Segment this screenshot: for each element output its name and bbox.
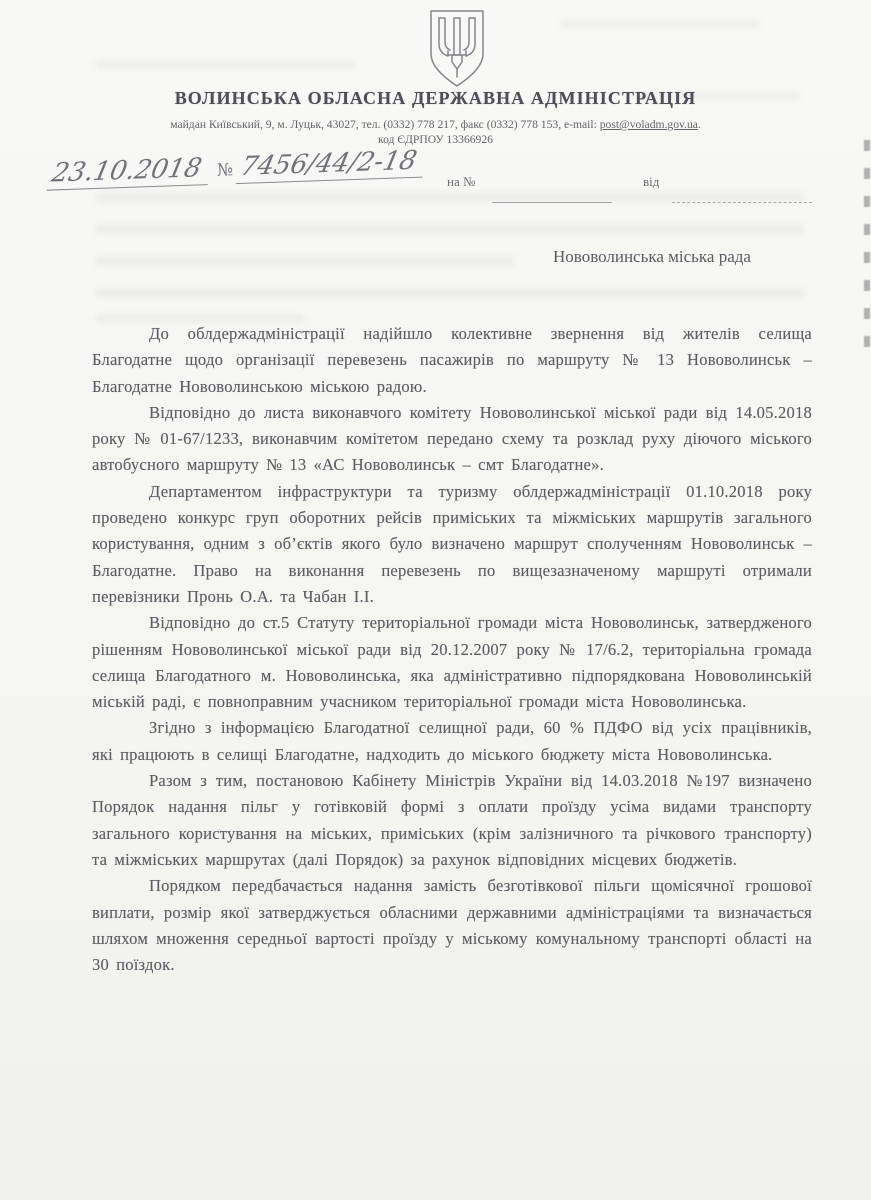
- letterhead-address: [0, 117, 871, 147]
- bleedthrough-artifact: [560, 20, 760, 28]
- scan-edge-artifact: [864, 252, 870, 263]
- reply-to-label: на №: [447, 174, 476, 189]
- number-sign: №: [216, 160, 234, 181]
- from-date-label: від: [643, 174, 660, 189]
- reference-row: [0, 145, 871, 214]
- reply-to-blank-line: [492, 202, 612, 203]
- organization-name: ВОЛИНСЬКА ОБЛАСНА ДЕРЖАВНА АДМІНІСТРАЦІЯ: [174, 88, 697, 108]
- bleedthrough-artifact: [95, 256, 515, 266]
- recipient-name: Нововолинська міська рада: [553, 247, 751, 266]
- bleedthrough-artifact: [95, 60, 355, 69]
- paragraph: До облдержадміністрації надійшло колективне звернення від жителів селища Благодатне щодо організації перевезень пасажирів по маршруту № 13 Нововолинськ – Благодатне Нововолинською міською радою.: [92, 324, 812, 396]
- paragraph: Разом з тим, постановою Кабінету Міністрів України від 14.03.2018 №197 визначено Порядок надання пільг у готівковій формі з оплати проїзду усіма видами транспорту загального користування на міських, приміських (крім залізничного та річкового транспорту) та міжміських маршрутах (далі Порядок) за рахунок відповідних місцевих бюджетів.: [92, 771, 812, 869]
- scan-edge-artifact: [864, 224, 870, 235]
- address-period: .: [697, 118, 701, 131]
- bleedthrough-artifact: [95, 288, 805, 298]
- handwritten-number: 7456/44/2-18: [236, 145, 430, 184]
- handwritten-outgoing-ref: [50, 145, 427, 190]
- from-date-blank-line: [672, 202, 812, 203]
- ukraine-trident-emblem-icon: [421, 7, 493, 91]
- paragraph: Згідно з інформацією Благодатної селищної ради, 60 % ПДФО від усіх працівників, які працюють в селищі Благодатне, надходить до міського бюджету міста Нововолинська.: [92, 718, 812, 764]
- handwritten-date: 23.10.2018: [47, 153, 215, 191]
- bleedthrough-artifact: [95, 224, 805, 234]
- paragraph: Департаментом інфраструктури та туризму облдержадміністрації 01.10.2018 року проведено конкурс груп оборотних рейсів приміських та міжміських маршрутів загального користування, одним з об’єктів якого було визначено маршрут сполученням Нововолинськ – Благодатне. Право на виконання перевезень по вищезазначеному маршруті отримали перевізники Пронь О.А. та Чабан І.І.: [92, 481, 812, 606]
- edrpou-code: код ЄДРПОУ 13366926: [378, 133, 493, 146]
- scan-edge-artifact: [864, 280, 870, 291]
- scan-edge-artifact: [864, 308, 870, 319]
- address-text: майдан Київський, 9, м. Луцьк, 43027, тел. (0332) 778 217, факс (0332) 778 153, e-mail:: [170, 118, 600, 131]
- paragraph: Відповідно до ст.5 Статуту територіальної громади міста Нововолинськ, затвердженого рішенням Нововолинської міської ради від 20.12.2007 року № 17/6.2, територіальна громада селища Благодатного м. Нововолинська, яка адміністративно підпорядкована Нововолинській міській раді, є повноправним учасником територіальної громади міста Нововолинська.: [92, 613, 812, 712]
- email-link[interactable]: post@voladm.gov.ua: [599, 118, 698, 131]
- letter-body: [92, 321, 812, 978]
- scan-edge-artifact: [864, 336, 870, 347]
- paragraph: Порядком передбачається надання замість безготівкової пільги щомісячної грошової виплати, розмір якої затверджується обласними державними адміністраціями та визначається шляхом множення середньої вартості проїзду у міському комунальному транспорті області на 30 поїздок.: [92, 876, 812, 975]
- paragraph: Відповідно до листа виконавчого комітету Нововолинської міської ради від 14.05.2018 року № 01-67/1233, виконавчим комітетом передано схему та розклад руху діючого міського автобусного маршруту № 13 «АС Нововолинськ – смт Благодатне».: [92, 402, 812, 475]
